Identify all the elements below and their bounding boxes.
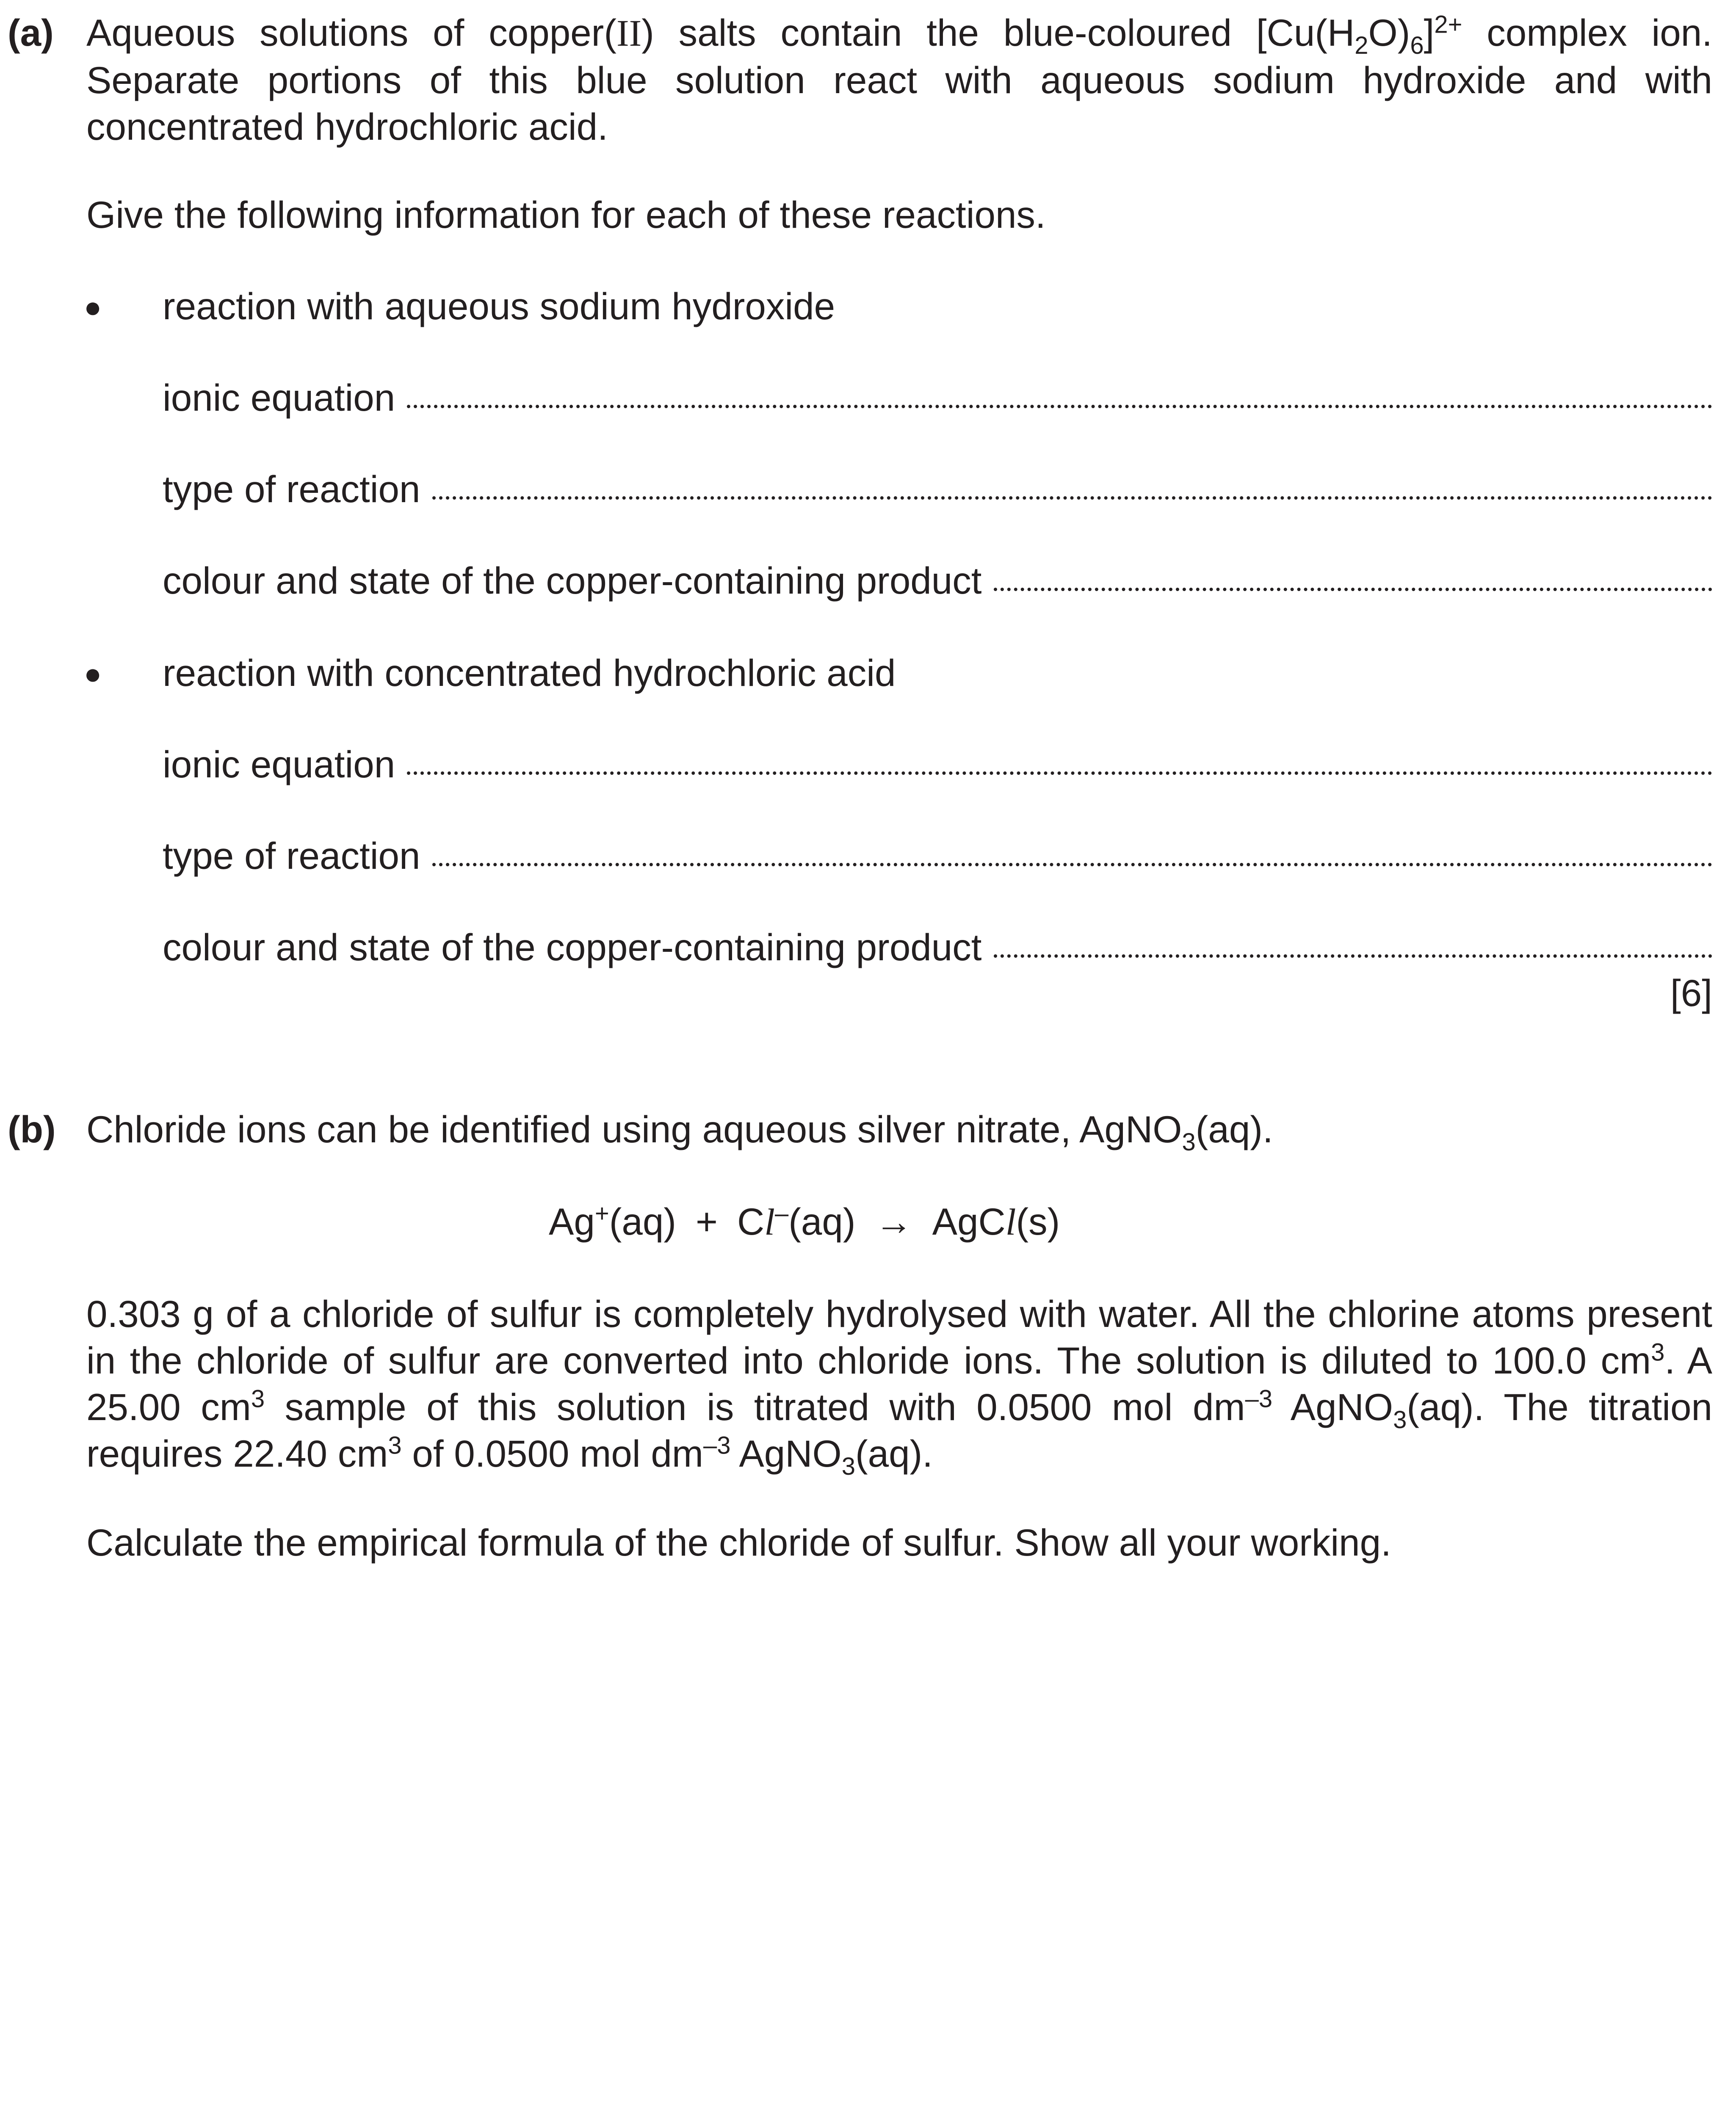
part-b-instruction: Calculate the empirical formula of the chloride of sulfur. Show all your working. xyxy=(86,1521,1391,1564)
part-b-label: (b) xyxy=(8,1108,56,1150)
reaction-1-ionic-equation-row xyxy=(163,374,1712,421)
answer-line[interactable] xyxy=(407,405,1712,408)
precipitation-equation: Ag+(aq) + Cl–(aq) → AgCl(s) xyxy=(549,1199,1060,1243)
bullet-icon: ● xyxy=(84,657,102,690)
part-a-marks: [6] xyxy=(1670,972,1712,1014)
part-a-intro: Aqueous solutions of copper(II) salts contain the blue-coloured $[Cu(H_2O)_6]^{2+}$ complex ion. Separate portions of this blue solution react with aqueous sodium hydroxide and with concentrated hydrochloric acid. xyxy=(86,11,1712,148)
reaction-2-title: reaction with concentrated hydrochloric acid xyxy=(163,652,896,694)
field-label: type of reaction xyxy=(163,835,420,877)
reaction-1-type-row xyxy=(163,466,1712,512)
reaction-1-product-row xyxy=(163,557,1712,604)
answer-line[interactable] xyxy=(994,954,1712,958)
arrow-icon: → xyxy=(875,1200,913,1243)
reaction-1-title: reaction with aqueous sodium hydroxide xyxy=(163,285,835,327)
reaction-2-product-row xyxy=(163,924,1712,970)
reaction-2-ionic-equation-row xyxy=(163,741,1712,788)
part-a-label: (a) xyxy=(8,11,54,54)
answer-line[interactable] xyxy=(432,496,1712,500)
part-a-instruction: Give the following information for each of these reactions. xyxy=(86,193,1046,236)
field-label: type of reaction xyxy=(163,468,420,510)
bullet-icon: ● xyxy=(84,290,102,323)
answer-line[interactable] xyxy=(994,588,1712,591)
part-b-intro: Chloride ions can be identified using aqueous silver nitrate, AgNO$_3$(aq). xyxy=(86,1108,1273,1156)
field-label: ionic equation xyxy=(163,743,395,785)
part-b-data-paragraph: 0.303 g of a chloride of sulfur is completely hydrolysed with water. All the chlorine atoms present in the chloride of sulfur are converted into chloride ions. The solution is diluted to 100.0 $cm^3$. A 25.00 $cm^3$ sample of this solution is titrated with 0.0500 mol $dm^{-3}$ AgNO$_3$(aq). The titration requires 22.40 $cm^3$ of 0.0500 mol $dm^{-3}$ AgNO$_3$(aq). xyxy=(86,1293,1713,1480)
reaction-2-type-row xyxy=(163,832,1712,879)
answer-line[interactable] xyxy=(407,771,1712,775)
field-label: colour and state of the copper-containing product xyxy=(163,559,982,602)
field-label: colour and state of the copper-containing product xyxy=(163,926,982,968)
field-label: ionic equation xyxy=(163,376,395,419)
answer-line[interactable] xyxy=(432,863,1712,866)
